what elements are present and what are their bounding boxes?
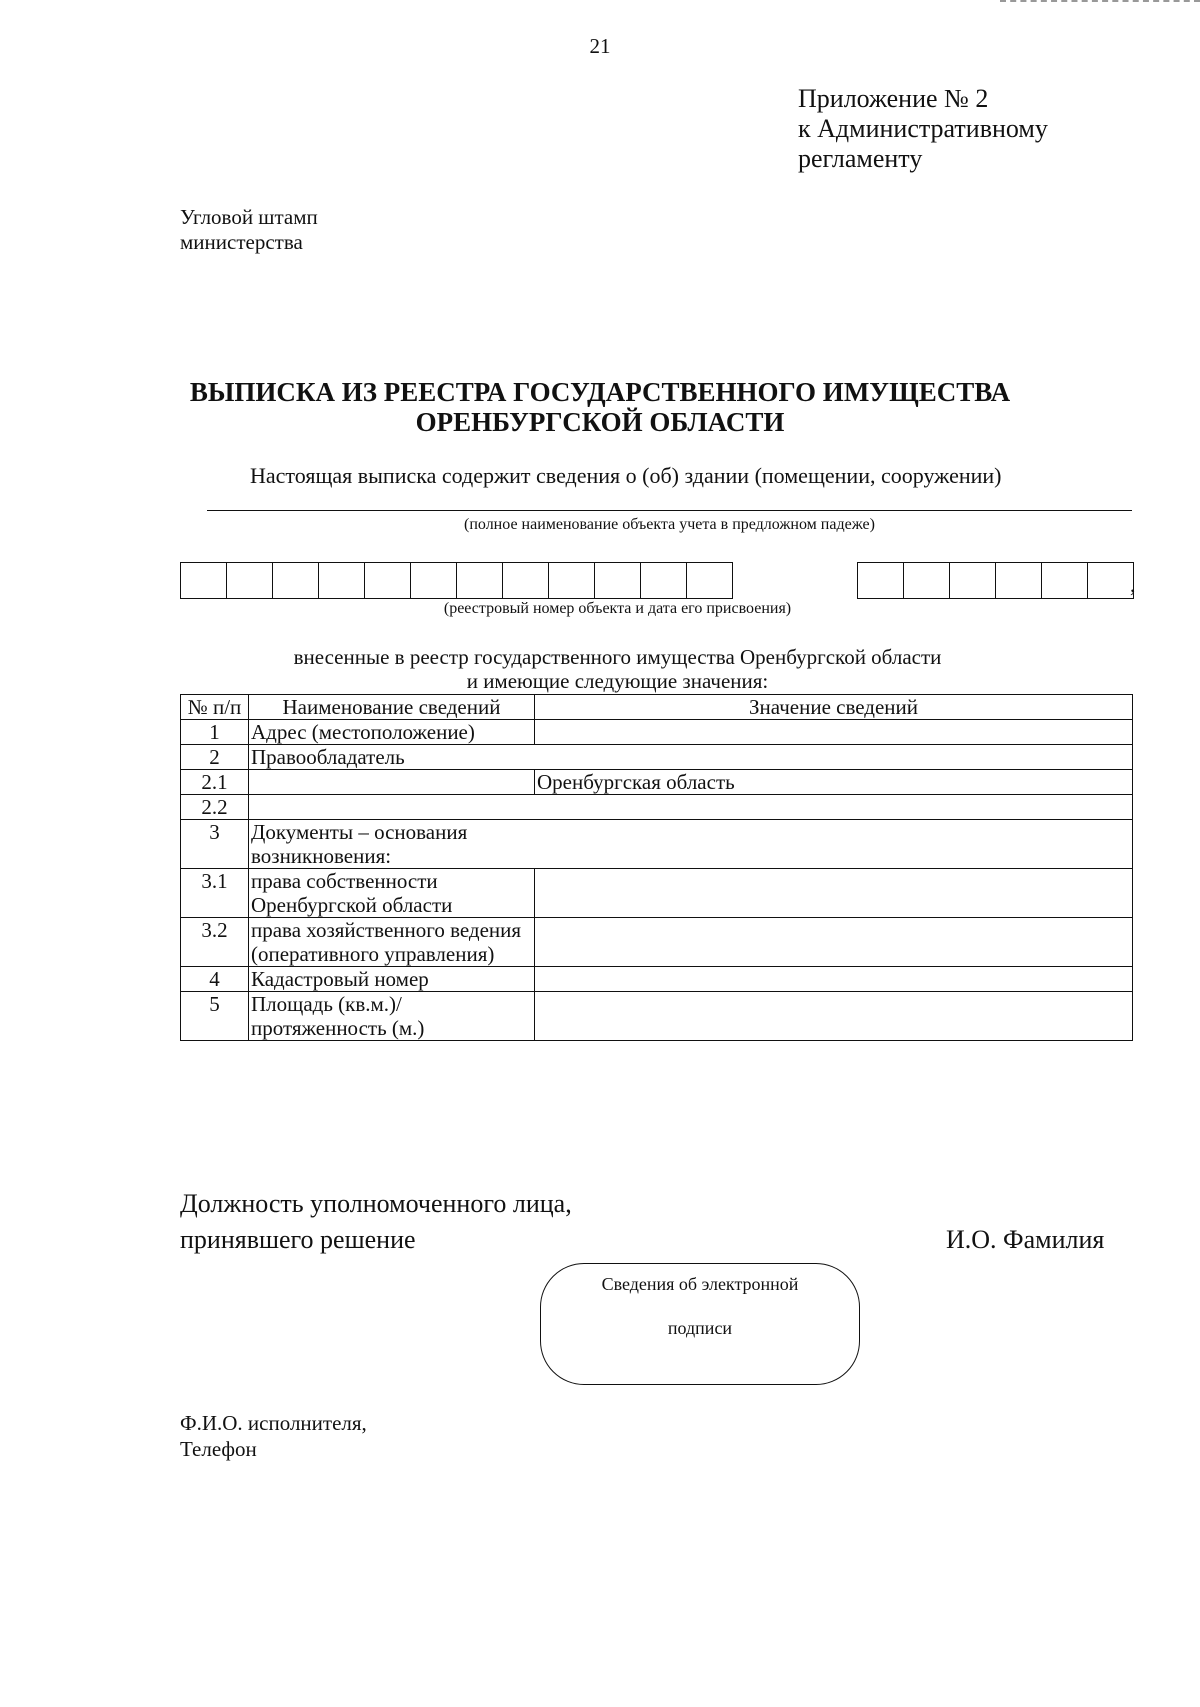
registry-number-box bbox=[595, 562, 641, 599]
registry-date-box bbox=[858, 562, 904, 599]
electronic-signature-box bbox=[540, 1263, 860, 1385]
row-name bbox=[249, 770, 535, 795]
row-name bbox=[249, 795, 1133, 820]
table-header-row bbox=[181, 695, 1133, 720]
registry-date-box bbox=[950, 562, 996, 599]
title-line-2: ОРЕНБУРГСКОЙ ОБЛАСТИ bbox=[415, 407, 785, 437]
registry-number-box bbox=[457, 562, 503, 599]
electronic-signature-line-2: подписи bbox=[667, 1318, 733, 1338]
row-name: права хозяйственного ведения (оперативного управления) bbox=[249, 918, 535, 967]
table-row bbox=[181, 820, 1133, 869]
authorized-person-position bbox=[180, 1186, 572, 1258]
registry-date-boxes bbox=[857, 562, 1134, 599]
row-number: 2.1 bbox=[181, 770, 249, 795]
entered-text bbox=[180, 645, 1055, 693]
registry-number-boxes bbox=[180, 562, 733, 599]
row-number: 1 bbox=[181, 720, 249, 745]
position-line-2: принявшего решение bbox=[180, 1225, 416, 1254]
registry-date-box bbox=[1088, 562, 1134, 599]
table-row bbox=[181, 992, 1133, 1041]
table-row bbox=[181, 967, 1133, 992]
title-line-1: ВЫПИСКА ИЗ РЕЕСТРА ГОСУДАРСТВЕННОГО ИМУЩЕСТВА bbox=[189, 377, 1011, 407]
corner-stamp-line-2: министерства bbox=[180, 230, 303, 254]
registry-number-box bbox=[181, 562, 227, 599]
appendix-reference bbox=[798, 84, 1048, 174]
row-number: 3.1 bbox=[181, 869, 249, 918]
row-value bbox=[535, 720, 1133, 745]
row-name-text: Документы – основания возникновения: bbox=[251, 820, 468, 868]
row-value bbox=[535, 992, 1133, 1041]
intro-text: Настоящая выписка содержит сведения о (об) здании (помещении, сооружении) bbox=[250, 463, 1002, 488]
object-name-caption: (полное наименование объекта учета в предложном падеже) bbox=[464, 516, 875, 533]
row-name: Адрес (местоположение) bbox=[249, 720, 535, 745]
scan-edge-mark bbox=[1000, 0, 1200, 6]
registry-number-box bbox=[227, 562, 273, 599]
row-value: Оренбургская область bbox=[535, 770, 1133, 795]
row-value bbox=[535, 967, 1133, 992]
appendix-line-3: регламенту bbox=[798, 144, 923, 173]
row-number: 3 bbox=[181, 820, 249, 869]
appendix-line-1: Приложение № 2 bbox=[798, 84, 989, 113]
row-number: 5 bbox=[181, 992, 249, 1041]
registry-number-box bbox=[549, 562, 595, 599]
row-name: Кадастровый номер bbox=[249, 967, 535, 992]
signer-name: И.О. Фамилия bbox=[946, 1225, 1105, 1254]
object-name-field-line bbox=[207, 510, 1132, 511]
registry-date-box bbox=[996, 562, 1042, 599]
registry-number-box bbox=[319, 562, 365, 599]
executor-line-1: Ф.И.О. исполнителя, bbox=[180, 1411, 367, 1435]
header-name: Наименование сведений bbox=[249, 695, 535, 720]
header-number: № п/п bbox=[181, 695, 249, 720]
table-row bbox=[181, 869, 1133, 918]
registry-number-box bbox=[365, 562, 411, 599]
row-number: 3.2 bbox=[181, 918, 249, 967]
table-row bbox=[181, 795, 1133, 820]
corner-stamp bbox=[180, 205, 318, 255]
registry-table bbox=[180, 694, 1133, 1041]
position-line-1: Должность уполномоченного лица, bbox=[180, 1189, 572, 1218]
registry-number-box bbox=[503, 562, 549, 599]
table-row bbox=[181, 745, 1133, 770]
page-number: 21 bbox=[589, 34, 611, 58]
registry-number-caption: (реестровый номер объекта и дата его присвоения) bbox=[443, 600, 792, 617]
executor-line-2: Телефон bbox=[180, 1437, 257, 1461]
row-name: права собственности Оренбургской области bbox=[249, 869, 535, 918]
row-value bbox=[535, 869, 1133, 918]
entered-line-1: внесенные в реестр государственного имущества Оренбургской области bbox=[293, 645, 942, 669]
appendix-line-2: к Административному bbox=[798, 114, 1048, 143]
row-name: Площадь (кв.м.)/ протяженность (м.) bbox=[249, 992, 535, 1041]
table-row bbox=[181, 720, 1133, 745]
registry-separator: , bbox=[1130, 572, 1136, 597]
row-name bbox=[249, 820, 1133, 869]
row-value bbox=[535, 918, 1133, 967]
row-name: Правообладатель bbox=[249, 745, 1133, 770]
electronic-signature-line-1: Сведения об электронной bbox=[601, 1274, 799, 1294]
corner-stamp-line-1: Угловой штамп bbox=[180, 205, 318, 229]
registry-number-box bbox=[641, 562, 687, 599]
entered-line-2: и имеющие следующие значения: bbox=[466, 669, 769, 693]
row-number: 2.2 bbox=[181, 795, 249, 820]
row-number: 4 bbox=[181, 967, 249, 992]
registry-number-box bbox=[411, 562, 457, 599]
registry-number-box bbox=[687, 562, 733, 599]
row-number: 2 bbox=[181, 745, 249, 770]
executor-info bbox=[180, 1410, 367, 1462]
table-row bbox=[181, 918, 1133, 967]
header-value: Значение сведений bbox=[535, 695, 1133, 720]
registry-date-box bbox=[1042, 562, 1088, 599]
table-row bbox=[181, 770, 1133, 795]
registry-date-box bbox=[904, 562, 950, 599]
document-title bbox=[0, 377, 1200, 437]
registry-number-box bbox=[273, 562, 319, 599]
